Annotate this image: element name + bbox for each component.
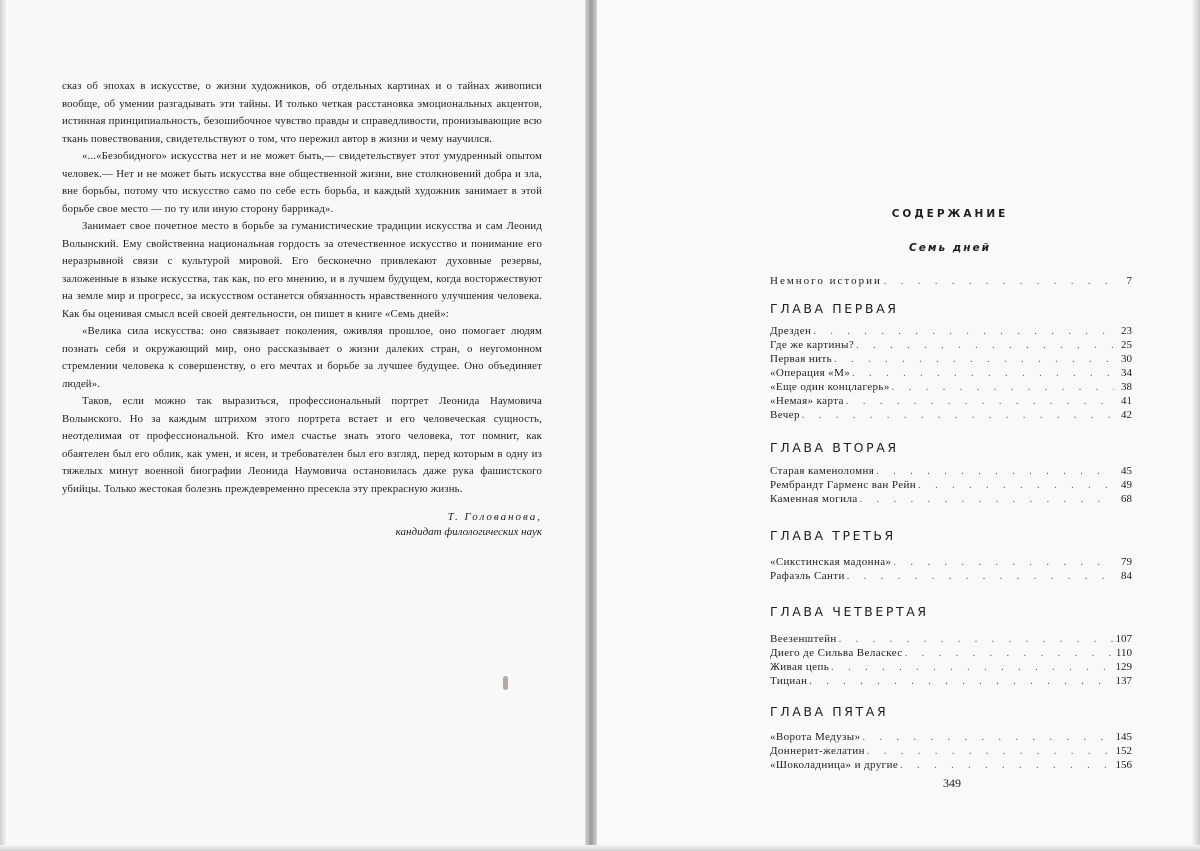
toc-entry-page: 38 xyxy=(1121,381,1132,393)
dot-leader xyxy=(839,633,1114,647)
dot-leader xyxy=(905,647,1114,661)
toc-entry xyxy=(770,352,1132,366)
dot-leader xyxy=(809,675,1113,689)
toc-entry xyxy=(770,674,1132,688)
book-gutter xyxy=(585,0,597,851)
toc-entry-page: 68 xyxy=(1121,493,1132,505)
toc-entry-title: «Еще один концлагерь» xyxy=(770,381,890,393)
signature-title: кандидат филологических наук xyxy=(395,526,542,538)
toc-entry-title: «Операция «М» xyxy=(770,367,851,379)
toc-entry-page: 145 xyxy=(1115,731,1132,743)
toc-entry xyxy=(770,492,1132,506)
chapter-heading: ГЛАВА ПЯТАЯ xyxy=(770,704,889,719)
dot-leader xyxy=(860,493,1114,507)
toc-entry xyxy=(770,380,1132,394)
toc-entry-title: Первая нить xyxy=(770,353,833,365)
toc-entry-title: «Немая» карта xyxy=(770,395,844,407)
toc-entry-page: 25 xyxy=(1121,339,1132,351)
toc-entry-title: Немного истории xyxy=(770,275,882,287)
dot-leader xyxy=(892,381,1114,395)
toc-entry-page: 49 xyxy=(1121,479,1132,491)
dot-leader xyxy=(846,395,1114,409)
toc-entry-page: 45 xyxy=(1121,465,1132,477)
toc-entry-title: «Ворота Медузы» xyxy=(770,731,861,743)
paragraph: «Велика сила искусства: оно связывает поколения, оживляя прошлое, оно помогает людям познать себя и окружающий мир, оно рассказывает о жизни далеких стран, о неугомонном стремлении человека к совершенству, о его мечтах и борьбе за лучшее будущее. Оно объединяет людей». xyxy=(62,325,542,390)
toc-entry-page: 7 xyxy=(1126,275,1132,287)
toc-entry xyxy=(770,646,1132,660)
dot-leader xyxy=(831,661,1113,675)
toc-entry-title: Доннерит-желатин xyxy=(770,745,865,757)
paragraph: сказ об эпохах в искусстве, о жизни художников, об отдельных картинах и о тайнах живописи вообще, об умении разгадывать эти тайны. И только четкая расстановка эмоциональных акцентов, истинная принципиальность, безошибочное чувство правды и справедливости, пронизывающие всю ткань повествования, свидетельствуют о том, что пережил автор в жизни и чему научился. xyxy=(62,80,542,145)
toc-entry-title: Вечер xyxy=(770,409,800,421)
toc-subtitle: Семь дней xyxy=(909,242,991,254)
chapter-heading: ГЛАВА ВТОРАЯ xyxy=(770,440,899,455)
dot-leader xyxy=(867,745,1114,759)
toc-entry xyxy=(770,464,1132,478)
toc-entry xyxy=(770,744,1132,758)
toc-entry-title: Тициан xyxy=(770,675,808,687)
toc-entry-page: 137 xyxy=(1115,675,1132,687)
toc-entry xyxy=(770,408,1132,422)
toc-entry-page: 84 xyxy=(1121,570,1132,582)
chapter-heading: ГЛАВА ТРЕТЬЯ xyxy=(770,528,896,543)
toc-entry xyxy=(770,338,1132,352)
chapter-heading: ГЛАВА ПЕРВАЯ xyxy=(770,301,899,316)
toc-entry-page: 156 xyxy=(1115,759,1132,771)
toc-entry-title: «Шоколадница» и другие xyxy=(770,759,899,771)
toc-entry-page: 23 xyxy=(1121,325,1132,337)
dot-leader xyxy=(900,759,1113,773)
toc-entry-page: 129 xyxy=(1115,661,1132,673)
paper-stain xyxy=(503,676,508,690)
toc-entry-title: Диего де Сильва Веласкес xyxy=(770,647,903,659)
dot-leader xyxy=(876,465,1114,479)
dot-leader xyxy=(893,556,1114,570)
toc-entry xyxy=(770,632,1132,646)
dot-leader xyxy=(884,275,1114,289)
dot-leader xyxy=(847,570,1114,584)
paragraph: Таков, если можно так выразиться, профессиональный портрет Леонида Наумовича Волынского. Но за каждым штрихом этого портрета встает и его человеческая сущность, неотделимая от профессиональной. Кто имел счастье знать этого человека, тот помнит, как обаятелен был его облик, как умен, и ясен, и требователен был его взгляд, перед которым в одну из тяжелых минут военной биографии Леонида Наумовича остановилась даже рука фашистского убийцы. Только жестокая болезнь преждевременно пресекла эту прекрасную жизнь. xyxy=(62,395,542,495)
toc-entry xyxy=(770,478,1132,492)
toc-entry xyxy=(770,274,1132,288)
toc-entry xyxy=(770,758,1132,772)
toc-entry xyxy=(770,555,1132,569)
toc-entry-title: Живая цепь xyxy=(770,661,830,673)
toc-entry xyxy=(770,569,1132,583)
toc-entry-title: «Сикстинская мадонна» xyxy=(770,556,892,568)
dot-leader xyxy=(856,339,1114,353)
toc-title: СОДЕРЖАНИЕ xyxy=(891,208,1009,220)
author-signature xyxy=(280,510,542,540)
dot-leader xyxy=(813,325,1114,339)
toc-entry xyxy=(770,324,1132,338)
page-edge-bottom xyxy=(0,845,1200,851)
right-page xyxy=(597,0,1200,851)
page-edge-left xyxy=(0,0,6,851)
paragraph: Занимает свое почетное место в борьбе за гуманистические традиции искусства и сам Леонид Волынский. Ему свойственна национальная гордость за отечественное искусство и понимание его неразрывной связи с культурой мировой. Его бесконечно привлекают духовные резервы, заложенные в языке искусства, так как, по его мнению, и в лучшем будущем, когда восторжествуют на земле мир и прогресс, за искусством останется обязанность нравственного улучшения человека. Как бы оценивая смысл всей своей деятельности, он пишет в книге «Семь дней»: xyxy=(62,220,542,320)
toc-entry xyxy=(770,730,1132,744)
dot-leader xyxy=(862,731,1113,745)
toc-entry-page: 110 xyxy=(1115,647,1132,659)
paragraph: «...«Безобидного» искусства нет и не может быть,— свидетельствует этот умудренный опытом человек.— Нет и не может быть искусства вне общественной жизни, вне столкновений добра и зла, вне борьбы, потому что искусство само по себе есть борьба, и каждый художник занимает в этой борьбе свое место — по ту или иную сторону баррикад». xyxy=(62,150,542,215)
toc-entry-page: 152 xyxy=(1115,745,1132,757)
toc-entry-title: Рафаэль Санти xyxy=(770,570,845,582)
toc-entry-title: Веезенштейн xyxy=(770,633,837,645)
dot-leader xyxy=(834,353,1114,367)
toc-entry-title: Где же картины? xyxy=(770,339,855,351)
toc-entry-page: 107 xyxy=(1115,633,1132,645)
toc-entry-title: Старая каменоломня xyxy=(770,465,875,477)
toc-entry-page: 30 xyxy=(1121,353,1132,365)
toc-entry-page: 34 xyxy=(1121,367,1132,379)
toc-entry-title: Дрезден xyxy=(770,325,812,337)
dot-leader xyxy=(852,367,1114,381)
toc-entry-title: Рембрандт Гарменс ван Рейн xyxy=(770,479,917,491)
page-edge-right xyxy=(1192,0,1200,851)
toc-entry-page: 41 xyxy=(1121,395,1132,407)
dot-leader xyxy=(802,409,1114,423)
toc-entry-title: Каменная могила xyxy=(770,493,858,505)
page-number: 349 xyxy=(943,776,961,790)
toc-entry xyxy=(770,660,1132,674)
chapter-heading: ГЛАВА ЧЕТВЕРТАЯ xyxy=(770,604,929,619)
toc-entry xyxy=(770,394,1132,408)
toc-entry-page: 79 xyxy=(1121,556,1132,568)
signature-name: Т. Голованова, xyxy=(447,511,542,523)
afterword-text xyxy=(62,78,542,498)
toc-entry xyxy=(770,366,1132,380)
dot-leader xyxy=(918,479,1114,493)
toc-entry-page: 42 xyxy=(1121,409,1132,421)
